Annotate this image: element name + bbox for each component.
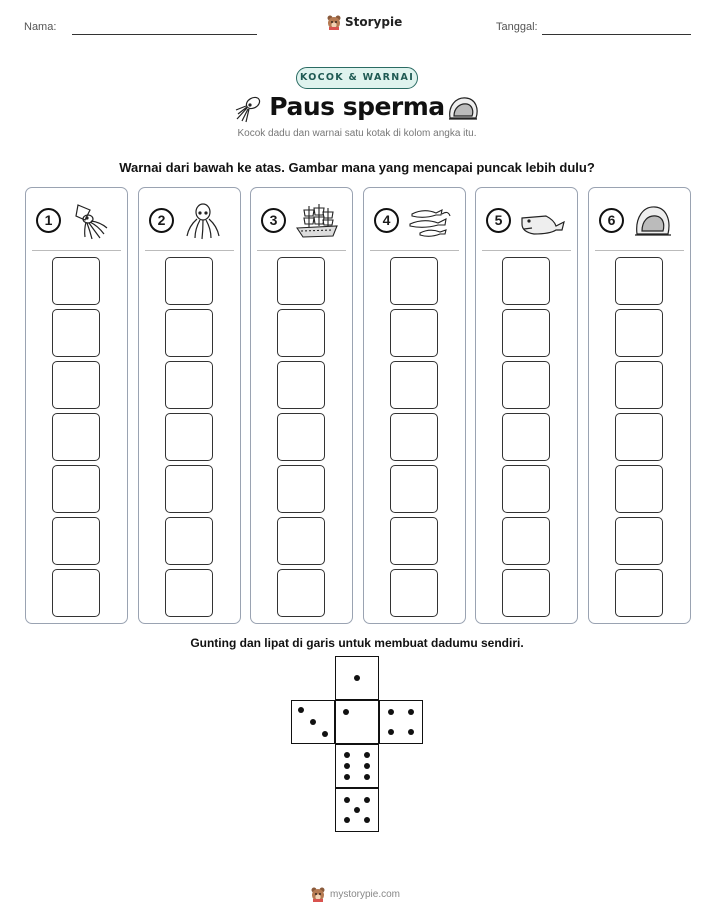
color-box[interactable] bbox=[502, 309, 550, 357]
color-box[interactable] bbox=[165, 257, 213, 305]
color-box[interactable] bbox=[277, 465, 325, 513]
pip bbox=[322, 731, 328, 737]
date-line bbox=[542, 34, 691, 35]
coloring-instruction: Warnai dari bawah ke atas. Gambar mana yang mencapai puncak lebih dulu? bbox=[119, 160, 595, 175]
pip bbox=[343, 709, 349, 715]
color-box[interactable] bbox=[277, 257, 325, 305]
color-box[interactable] bbox=[165, 309, 213, 357]
pip bbox=[344, 774, 350, 780]
footer bbox=[310, 886, 400, 902]
column-divider bbox=[257, 250, 346, 251]
color-box[interactable] bbox=[52, 517, 100, 565]
brand-name: Storypie bbox=[345, 15, 403, 29]
ambergris-icon bbox=[633, 202, 673, 240]
color-box[interactable] bbox=[52, 257, 100, 305]
pip bbox=[364, 752, 370, 758]
page-subtitle: Kocok dadu dan warnai satu kotak di kolom angka itu. bbox=[237, 128, 477, 139]
squid-icon bbox=[70, 202, 110, 240]
name-label: Nama: bbox=[24, 21, 57, 33]
die-face-1 bbox=[335, 700, 379, 744]
color-box[interactable] bbox=[165, 361, 213, 409]
color-box[interactable] bbox=[277, 361, 325, 409]
color-box[interactable] bbox=[615, 257, 663, 305]
color-box[interactable] bbox=[165, 413, 213, 461]
pip bbox=[298, 707, 304, 713]
color-box[interactable] bbox=[52, 413, 100, 461]
column-header bbox=[374, 202, 456, 238]
number-badge: 5 bbox=[486, 208, 511, 233]
die-face-1 bbox=[335, 656, 379, 700]
color-box[interactable] bbox=[52, 569, 100, 617]
color-box[interactable] bbox=[502, 465, 550, 513]
activity-badge: KOCOK & WARNAI bbox=[296, 67, 418, 89]
column-5 bbox=[475, 187, 578, 624]
column-6 bbox=[588, 187, 691, 624]
color-box[interactable] bbox=[277, 569, 325, 617]
pip bbox=[344, 797, 350, 803]
pip bbox=[344, 817, 350, 823]
pip bbox=[408, 709, 414, 715]
color-box[interactable] bbox=[52, 309, 100, 357]
color-box[interactable] bbox=[615, 569, 663, 617]
color-box[interactable] bbox=[502, 413, 550, 461]
column-header bbox=[261, 202, 343, 238]
octopus-icon bbox=[183, 202, 223, 240]
color-box[interactable] bbox=[390, 257, 438, 305]
color-box[interactable] bbox=[390, 413, 438, 461]
color-box[interactable] bbox=[502, 517, 550, 565]
color-box[interactable] bbox=[615, 309, 663, 357]
color-box[interactable] bbox=[615, 517, 663, 565]
squid-icon bbox=[232, 94, 264, 124]
bear-mascot-icon bbox=[310, 886, 326, 902]
color-box[interactable] bbox=[390, 569, 438, 617]
pip bbox=[344, 752, 350, 758]
cut-instruction: Gunting dan lipat di garis untuk membuat dadumu sendiri. bbox=[190, 636, 524, 650]
pip bbox=[364, 817, 370, 823]
brand-logo bbox=[326, 14, 402, 30]
color-box[interactable] bbox=[390, 517, 438, 565]
color-box[interactable] bbox=[277, 517, 325, 565]
die-face-5 bbox=[335, 788, 379, 832]
column-header bbox=[36, 202, 118, 238]
worksheet-header bbox=[0, 12, 714, 42]
color-box[interactable] bbox=[615, 413, 663, 461]
pip bbox=[364, 763, 370, 769]
pip bbox=[354, 675, 360, 681]
number-badge: 2 bbox=[149, 208, 174, 233]
pip bbox=[388, 709, 394, 715]
name-line bbox=[72, 34, 257, 35]
color-box[interactable] bbox=[615, 465, 663, 513]
date-label: Tanggal: bbox=[496, 21, 538, 33]
column-divider bbox=[482, 250, 571, 251]
die-face-6 bbox=[335, 744, 379, 788]
color-box[interactable] bbox=[390, 309, 438, 357]
color-box[interactable] bbox=[390, 361, 438, 409]
title-row bbox=[0, 92, 714, 128]
pip bbox=[354, 807, 360, 813]
color-box[interactable] bbox=[165, 465, 213, 513]
number-badge: 4 bbox=[374, 208, 399, 233]
die-face-4 bbox=[379, 700, 423, 744]
number-badge: 6 bbox=[599, 208, 624, 233]
column-header bbox=[599, 202, 681, 238]
number-badge: 3 bbox=[261, 208, 286, 233]
color-box[interactable] bbox=[502, 569, 550, 617]
color-box[interactable] bbox=[165, 569, 213, 617]
column-1 bbox=[25, 187, 128, 624]
column-header bbox=[149, 202, 231, 238]
die-face-3 bbox=[291, 700, 335, 744]
pip bbox=[364, 774, 370, 780]
color-box[interactable] bbox=[52, 361, 100, 409]
pip bbox=[344, 763, 350, 769]
column-divider bbox=[32, 250, 121, 251]
ship-icon bbox=[295, 202, 339, 240]
color-box[interactable] bbox=[277, 413, 325, 461]
color-box[interactable] bbox=[52, 465, 100, 513]
pip bbox=[364, 797, 370, 803]
column-4 bbox=[363, 187, 466, 624]
page-title: Paus sperma bbox=[269, 92, 445, 121]
whales-pod-icon bbox=[408, 202, 452, 240]
column-divider bbox=[370, 250, 459, 251]
color-box[interactable] bbox=[165, 517, 213, 565]
bear-mascot-icon bbox=[326, 14, 342, 30]
column-divider bbox=[145, 250, 234, 251]
pip bbox=[310, 719, 316, 725]
footer-url: mystorypie.com bbox=[330, 888, 401, 900]
color-box[interactable] bbox=[502, 361, 550, 409]
number-badge: 1 bbox=[36, 208, 61, 233]
column-divider bbox=[595, 250, 684, 251]
color-box[interactable] bbox=[615, 361, 663, 409]
pip bbox=[388, 729, 394, 735]
column-3 bbox=[250, 187, 353, 624]
sperm-whale-icon bbox=[520, 202, 566, 240]
ambergris-icon bbox=[446, 94, 480, 122]
pip bbox=[408, 729, 414, 735]
column-header bbox=[486, 202, 568, 238]
color-box[interactable] bbox=[277, 309, 325, 357]
color-box[interactable] bbox=[502, 257, 550, 305]
column-2 bbox=[138, 187, 241, 624]
color-box[interactable] bbox=[390, 465, 438, 513]
